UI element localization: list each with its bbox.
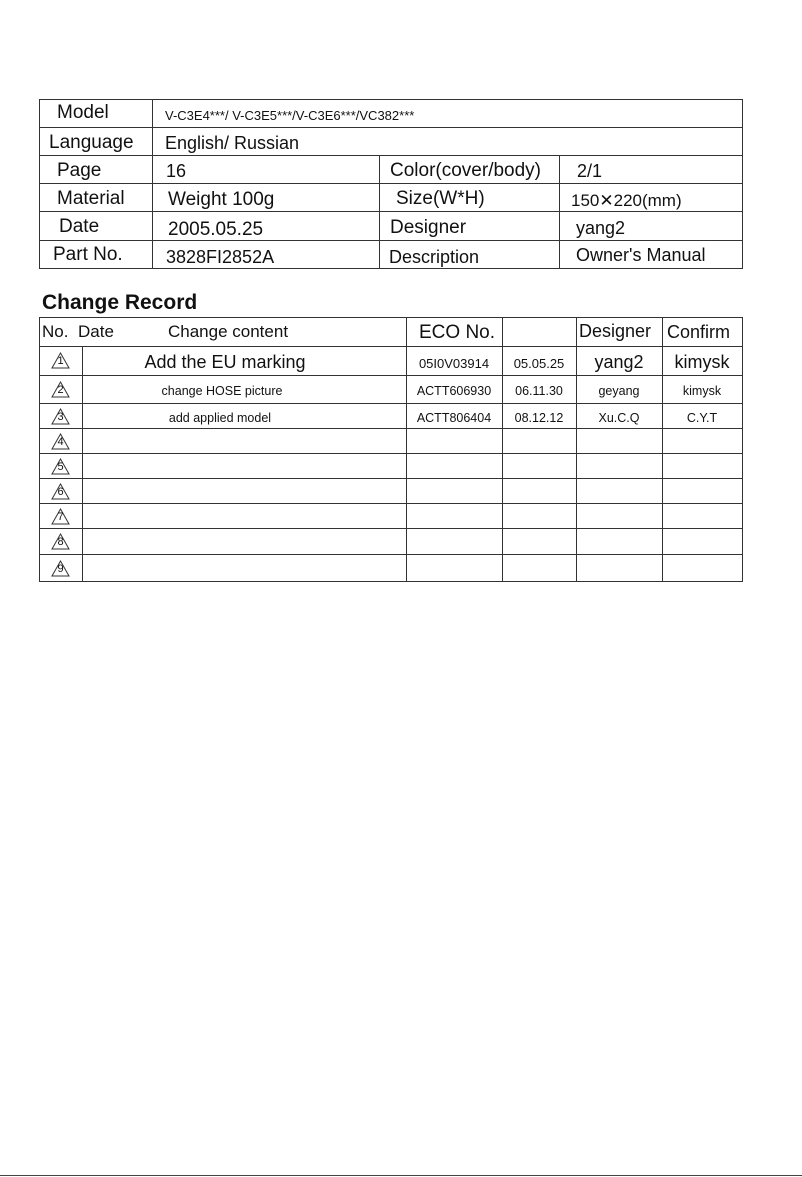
row1-date: 05.05.25: [513, 356, 565, 371]
change-row-divider: [39, 428, 742, 429]
color-value: 2/1: [577, 161, 603, 181]
spec-row-divider: [39, 211, 742, 212]
spec-col-divider: [559, 155, 560, 269]
row3-eco: ACTT806404: [416, 411, 492, 425]
spec-row-divider: [39, 240, 742, 241]
revision-number: 8: [57, 536, 64, 548]
change-header-divider: [39, 346, 742, 347]
revision-triangle-icon: [51, 408, 70, 425]
row1-confirm: kimysk: [674, 352, 730, 372]
partno-value: 3828FI2852A: [166, 247, 275, 267]
spec-table: [39, 99, 743, 269]
revision-triangle-icon: [51, 560, 70, 577]
revision-number: 6: [57, 486, 64, 498]
row1-content: Add the EU marking: [144, 352, 306, 372]
header-eco-no: ECO No.: [419, 322, 496, 343]
change-col-divider: [82, 346, 83, 582]
row1-eco: 05I0V03914: [418, 356, 490, 371]
spec-col-divider: [152, 99, 153, 269]
revision-number: 9: [57, 563, 64, 575]
change-record-title: Change Record: [42, 291, 198, 314]
revision-number: 2: [57, 384, 64, 396]
header-date: Date: [78, 322, 114, 341]
language-value: English/ Russian: [165, 133, 300, 153]
revision-triangle-icon: [51, 458, 70, 475]
size-value: 150✕220(mm): [571, 191, 682, 210]
designer-value: yang2: [576, 218, 626, 238]
change-row-divider: [39, 554, 742, 555]
header-designer: Designer: [579, 321, 652, 341]
row3-date: 08.12.12: [514, 411, 564, 425]
revision-triangle-icon: [51, 352, 70, 369]
designer-label: Designer: [390, 217, 467, 238]
header-no: No.: [42, 322, 69, 341]
change-row-divider: [39, 403, 742, 404]
partno-label: Part No.: [53, 244, 123, 265]
page-value: 16: [166, 161, 187, 181]
header-confirm: Confirm: [667, 322, 731, 342]
material-value: Weight 100g: [168, 189, 275, 210]
change-row-divider: [39, 375, 742, 376]
row2-designer: geyang: [598, 384, 640, 398]
description-label: Description: [389, 247, 480, 267]
description-value: Owner's Manual: [576, 245, 706, 265]
change-row-divider: [39, 478, 742, 479]
model-label: Model: [57, 102, 109, 123]
color-label: Color(cover/body): [390, 160, 541, 181]
change-row-divider: [39, 503, 742, 504]
revision-triangle-icon: [51, 483, 70, 500]
language-label: Language: [49, 132, 134, 153]
header-change-content: Change content: [168, 322, 289, 341]
page-label: Page: [57, 160, 102, 181]
row3-designer: Xu.C.Q: [598, 411, 640, 425]
row2-confirm: kimysk: [682, 384, 722, 398]
row2-eco: ACTT606930: [416, 384, 492, 398]
revision-triangle-icon: [51, 433, 70, 450]
date-value: 2005.05.25: [168, 219, 264, 240]
revision-number: 4: [57, 436, 64, 448]
revision-triangle-icon: [51, 381, 70, 398]
spec-row-divider: [39, 127, 742, 128]
revision-number: 1: [57, 355, 64, 367]
date-label: Date: [59, 216, 100, 237]
material-label: Material: [57, 188, 125, 209]
row3-confirm: C.Y.T: [686, 411, 718, 425]
row1-designer: yang2: [594, 352, 644, 372]
row2-date: 06.11.30: [515, 384, 563, 398]
change-row-divider: [39, 528, 742, 529]
spec-col-divider: [379, 155, 380, 269]
page-bottom-rule: [0, 1175, 802, 1176]
row3-content: add applied model: [168, 411, 272, 425]
change-row-divider: [39, 453, 742, 454]
model-value: V-C3E4***/ V-C3E5***/V-C3E6***/VC382***: [165, 108, 415, 123]
revision-number: 7: [57, 511, 64, 523]
spec-row-divider: [39, 183, 742, 184]
row2-content: change HOSE picture: [161, 384, 283, 398]
revision-triangle-icon: [51, 508, 70, 525]
spec-row-divider: [39, 155, 742, 156]
size-label: Size(W*H): [396, 188, 485, 209]
revision-number: 5: [57, 461, 64, 473]
revision-triangle-icon: [51, 533, 70, 550]
revision-number: 3: [57, 411, 64, 423]
